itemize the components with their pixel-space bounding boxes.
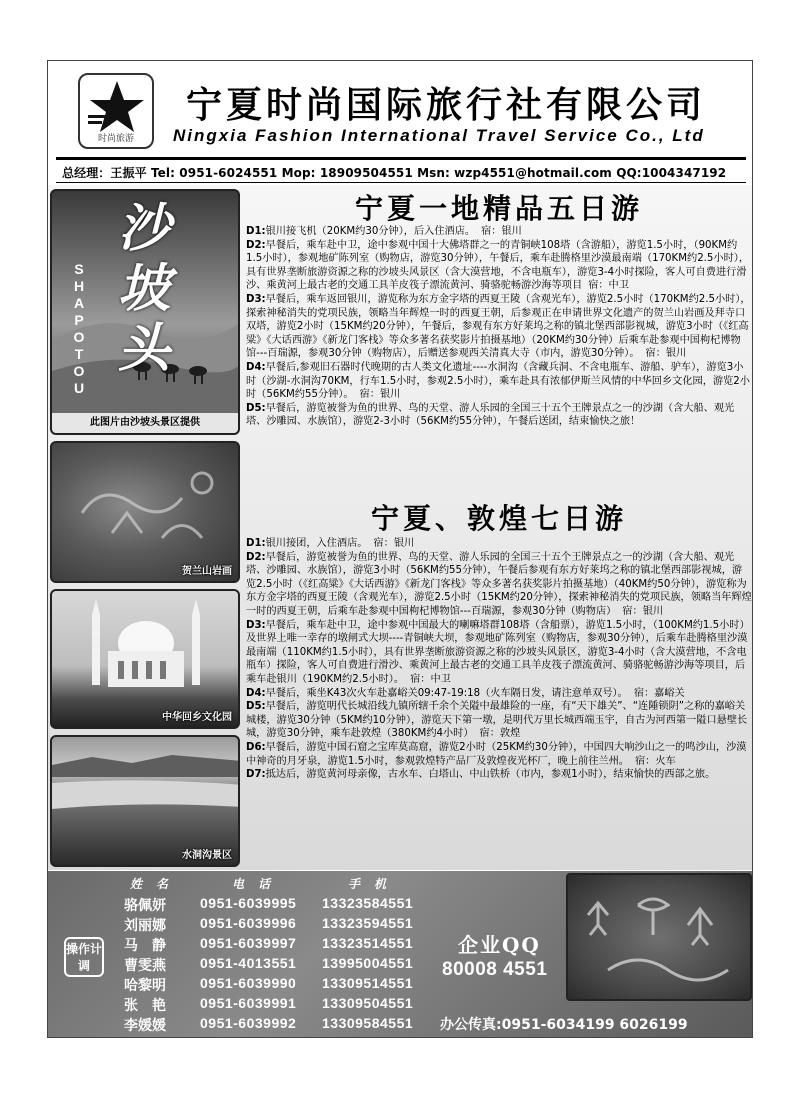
corporate-qq-label: 企业QQ (458, 933, 541, 957)
petroglyph-photo (566, 873, 752, 1001)
day-item: D2:早餐后，乘车赴中卫，途中参观中国十大佛塔群之一的青铜峡108塔（含游船），游览1.5小时，（90KM约1.5小时），参观地矿陈列室（购物店，游览30分钟），午餐后，乘车赴腾格里沙漠最南端（170KM约2.5小时），具有世界垄断旅游资源之称的沙坡头风景区（含大漠营地，不含电瓶车），游览3-4小时探险，客人可自费进行滑沙、乘黄河上最古老的交通工具羊皮筏子漂流黄河、骑骆驼畅游沙海等项目 宿：中卫 (246, 239, 750, 292)
main-content (48, 185, 753, 870)
day-item: D1:银川接飞机（20KM约30分钟），后入住酒店。 宿：银川 (246, 226, 522, 237)
shapotou-pinyin: SHA PO TOU (73, 261, 85, 396)
header (48, 61, 753, 180)
company-name-cn: 宁夏时尚国际旅行社有限公司 (186, 84, 707, 126)
company-logo (78, 73, 154, 149)
contact-line: 总经理：王振平 Tel: 0951-6024551 Mop: 18909504551 Msn: wzp4551@hotmail.com QQ:1004347192 (62, 166, 727, 180)
column-header-name: 姓名 (130, 877, 183, 891)
footer (48, 871, 753, 1038)
flyer (47, 60, 753, 1038)
day-item: D4:早餐后，乘坐K43次火车赴嘉峪关09:47-19:18（火车隔日发，请注意单双号）。 宿：嘉峪关 (246, 687, 685, 699)
day-item: D5:早餐后，游览明代长城沿线九镇所辖千余个关隘中最雄险的一座，有“天下雄关”、“连陲锁阴”之称的嘉峪关城楼，游览30分钟（5KM约10分钟），游览天下第一墩，是明代万里长城西端玉宇，自古为河西第一隘口悬壁长城，游览30分钟，乘车赴敦煌（380KM约4小时） 宿：敦煌 (246, 701, 748, 740)
staff-row: 刘丽娜 0951-6039996 13323594551 (124, 915, 414, 934)
day-item: D4:早餐后,参观旧石器时代晚期的古人类文化遗址----水洞沟（含藏兵洞、不含电瓶车、游船、驴车），游览3小时（沙湖-水洞沟70KM，行车1.5小时，参观2.5小时），乘车赴具有浓郁伊斯兰风情的中华回乡文化园，游览2小时（56KM约55分钟）。 宿：银川 (246, 361, 750, 401)
photo-column (50, 189, 240, 867)
petroglyph-image (568, 875, 750, 999)
divider (56, 157, 746, 160)
route-2-title: 宁夏、敦煌七日游 (370, 502, 627, 535)
route-1-days (246, 225, 752, 429)
staff-row: 骆佩妍 0951-6039995 13323584551 (124, 895, 414, 914)
day-item: D2:早餐后，游览被誉为鱼的世界、鸟的天堂、游人乐园的全国三十五个王牌景点之一的沙湖（含大船、观光塔、沙雕园、水族馆），游览3小时（56KM约55分钟），午餐后参观有东方好莱坞之称的镇北堡西部影视城，游览2.5小时（《红高粱》《大话西游》《新龙门客栈》等众多著名获奖影片拍摄基地）（40KM约50分钟），游览称为东方金字塔的西夏王陵（含观光车），游览2.5小时（15KM约20分钟），探索神秘消失的党项民族，领略当年辉煌一时的西夏王朝，后乘车赴参观中国枸杞博物馆---百瑞源，参观30分钟（购物店） 宿：银川 (246, 551, 752, 617)
photo-caption: 贺兰山岩画 (182, 566, 232, 577)
day-item: D3:早餐后，乘车返回银川，游览称为东方金字塔的西夏王陵（含观光车），游览2.5小时（170KM约2.5小时），探索神秘消失的党项民族，领略当年辉煌一时的西夏王朝，后参观正在申请世界文化遗产的贺兰山岩画及拜寺口双塔，游览2小时（15KM约20分钟），午餐后，参观有东方好莱坞之称的镇北堡西部影视城，游览3小时（《红高粱》《大话西游》《新龙门客栈》等众多著名获奖影片拍摄基地）（20KM约30分钟）后乘车赴参观中国枸杞博物馆---百瑞源，参观30分钟（购物店），后赠送参观西关清真大寺（市内，游览30分钟）。 宿：银川 (246, 293, 751, 360)
staff-row: 哈黎明 0951-6039990 13309514551 (124, 975, 414, 994)
photo-caption: 水洞沟景区 (182, 850, 232, 861)
office-fax: 办公传真:0951-6034199 6026199 (440, 1017, 688, 1033)
day-item: D1:银川接团，入住酒店。 宿：银川 (246, 538, 415, 549)
divider (56, 182, 746, 183)
corporate-qq-number: 80008 4551 (442, 959, 548, 980)
column-header-tel: 电话 (232, 877, 285, 891)
day-item: D5:早餐后，游览被誉为鱼的世界、鸟的天堂、游人乐园的全国三十五个王牌景点之一的沙湖（含大船、观光塔、沙雕园、水族馆），游览2-3小时（56KM约55分钟），午餐后送团，结束愉快之旅！ (246, 402, 735, 428)
photo-caption: 中华回乡文化园 (162, 712, 232, 723)
yanhua-photo (50, 441, 240, 583)
itinerary-column (246, 185, 752, 870)
day-item: D3:早餐后，乘车赴中卫，途中参观中国最大的喇嘛塔群108塔（含船票），游览1.5小时，（100KM约1.5小时）及世界上唯一幸存的墩闸式大坝----青铜峡大坝，参观地矿陈列室（购物店，参观30分钟），后乘车赴腾格里沙漠最南端（110KM约1.5小时），具有世界垄断旅游资源之称的沙坡头风景区，游览3-4小时（含大漠营地，不含电瓶车）探险，客人可自费进行滑沙、乘黄河上最古老的交通工具羊皮筏子漂流黄河、骑骆驼畅游沙海等项目，后乘车赴银川（190KM约2.5小时）。 宿：中卫 (246, 619, 750, 685)
shuidong-photo (50, 735, 240, 867)
photo-credit: 此图片由沙坡头景区提供 (52, 413, 238, 433)
column-header-mobile: 手机 (348, 877, 401, 891)
huizu-photo (50, 589, 240, 729)
star-icon (86, 79, 148, 135)
ops-badge: 操作计调 (64, 937, 104, 977)
day-item: D7:抵达后，游览黄河母亲像，古水车、白塔山、中山铁桥（市内，参观1小时），结束愉快的西部之旅。 (246, 769, 716, 781)
route-2-days (246, 537, 752, 782)
staff-row: 李媛媛 0951-6039992 13309584551 (124, 1015, 414, 1034)
logo-text: 时尚旅游 (97, 134, 134, 144)
shapotou-title: 沙坡头 (118, 198, 171, 379)
day-item: D6:早餐后，游览中国石窟之宝库莫高窟，游览2小时（25KM约30分钟），中国四大响沙山之一的鸣沙山，沙漠中神奇的月牙泉，游览1.5小时，参观敦煌特产品厂及敦煌夜光杯厂，晚上前往兰州。 宿：火车 (246, 741, 747, 767)
shapotou-photo (50, 189, 240, 435)
route-1-title: 宁夏一地精品五日游 (354, 192, 643, 225)
staff-row: 曹雯燕 0951-4013551 13995004551 (124, 955, 414, 974)
staff-row: 马 静 0951-6039997 13323514551 (124, 935, 414, 954)
company-name-en: Ningxia Fashion International Travel Service Co., Ltd (173, 126, 705, 145)
staff-row: 张 艳 0951-6039991 13309504551 (124, 995, 414, 1014)
